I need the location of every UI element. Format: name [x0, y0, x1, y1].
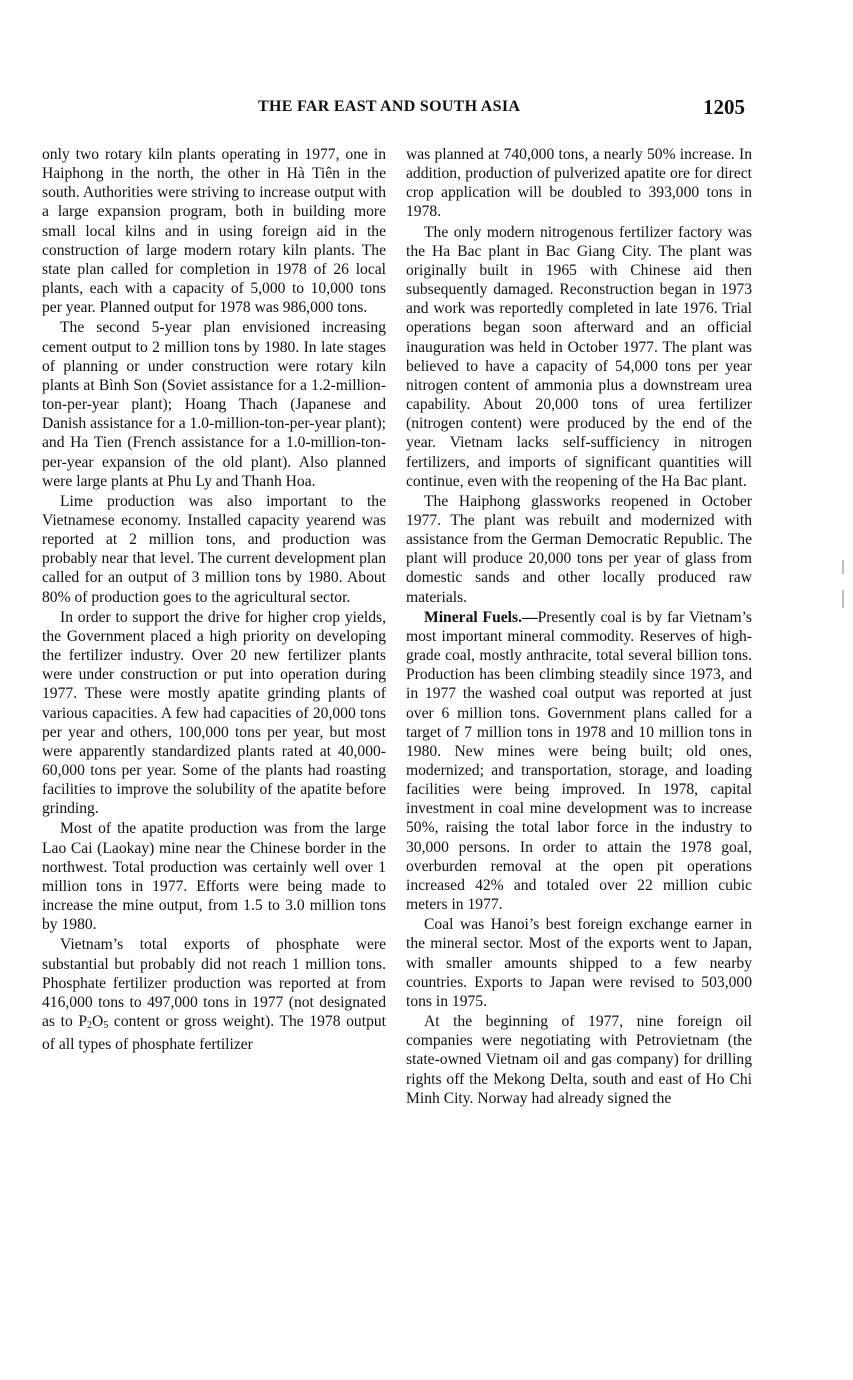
running-head: THE FAR EAST AND SOUTH ASIA — [258, 98, 521, 115]
phosphate-text-end: content or gross weight). The 1978 output of all types of phosphate fertilizer — [42, 1013, 386, 1054]
paragraph-phosphate-output: was planned at 740,000 tons, a nearly 50% increase. In addition, production of pulverized apatite ore for direct crop application will be doubled to 393,000 tons in 1978. — [406, 146, 752, 221]
paragraph-coal-exports: Coal was Hanoi’s best foreign exchange earner in the mineral sector. Most of the exports went to Japan, with smaller amounts shipped to a few nearby countries. Exports to Japan were revised to 503,000 tons in 1975. — [406, 916, 752, 1010]
scan-margin-mark — [842, 560, 844, 574]
page-number: 1205 — [703, 95, 745, 119]
paragraph-glassworks: The Haiphong glassworks reopened in October 1977. The plant was rebuilt and modernized with assistance from the German Democratic Republic. The plant will produce 20,000 tons per year of glass from domestic sands and other locally produced raw materials. — [406, 492, 752, 606]
chemical-formula: $P_2O_5$ — [78, 1013, 109, 1032]
left-column — [42, 145, 386, 1054]
paragraph-mineral-fuels — [406, 608, 752, 915]
section-heading-mineral-fuels: Mineral Fuels.— — [424, 608, 538, 626]
paragraph-fertilizer: In order to support the drive for higher crop yields, the Government placed a high priority on developing the fertilizer industry. Over 20 new fertilizer plants were under construction or put into operation during 1977. These were mostly apatite grinding plants of various capacities. A few had capacities of 20,000 tons per year and others, 100,000 tons per year, but most were apparently standardized plants rated at 40,000-60,000 tons per year. Some of the plants had roasting facilities to improve the solubility of the apatite before grinding. — [42, 608, 386, 818]
paragraph-phosphate-exports — [42, 935, 386, 1054]
scan-margin-mark — [842, 590, 844, 608]
right-column — [406, 145, 752, 1108]
paragraph-lime: Lime production was also important to the Vietnamese economy. Installed capacity yearend was reported at 2 million tons, and production was probably near that level. The current development plan called for an output of 3 million tons by 1980. About 80% of production goes to the agricultural sector. — [42, 492, 386, 606]
paragraph-oil-companies: At the beginning of 1977, nine foreign oil companies were negotiating with Petrovietnam (the state-owned Vietnam oil and gas company) for drilling rights off the Mekong Delta, south and east of Ho Chi Minh City. Norway had already signed the — [406, 1013, 752, 1107]
mineral-fuels-body: Presently coal is by far Vietnam’s most important mineral commodity. Reserves of high-grade coal, mostly anthracite, total several billion tons. Production has been climbing steadily since 1973, and in 1977 the washed coal output was reported at just over 6 million tons. Government plans called for a target of 7 million tons in 1978 and 10 million tons in 1980. New mines were being built; old ones, modernized; and transportation, storage, and loading facilities were being improved. In 1978, capital investment in coal mine development was to increase 50%, raising the total labor force in the industry to 30,000 persons. In order to attain the 1978 goal, overburden removal at the open pit operations increased 42% and totaled over 22 million cubic meters in 1977. — [406, 608, 752, 914]
paragraph-cement-kilns: only two rotary kiln plants operating in 1977, one in Haiphong in the north, the other in Hà Tiên in the south. Authorities were striving to increase output with a large expansion program, both in building more small local kilns and in using foreign aid in the construction of large modern rotary kiln plants. The state plan called for completion in 1978 of 26 local plants, each with a capacity of 5,000 to 10,000 tons per year. Planned output for 1978 was 986,000 tons. — [42, 146, 386, 317]
paragraph-cement-plan: The second 5-year plan envisioned increasing cement output to 2 million tons by 1980. In late stages of planning or under construction were rotary kiln plants at Bình Son (Soviet assistance for a 1.2-million-ton-per-year plant); Hoang Thach (Japanese and Danish assistance for a 1.0-million-ton-per-year plant); and Ha Tien (French assistance for a 1.0-million-ton-per-year expansion of the old plant). Also planned were large plants at Phu Ly and Thanh Hoa. — [42, 319, 386, 490]
paragraph-nitrogen-plant: The only modern nitrogenous fertilizer factory was the Ha Bac plant in Bac Giang City. The plant was originally built in 1965 with Chinese aid then subsequently damaged. Reconstruction began in 1973 and work was reportedly completed in late 1976. Trial operations began soon afterward and an official inauguration was held in October 1977. The plant was believed to have a capacity of 54,000 tons per year nitrogen content of ammonia plus a downstream urea capability. About 20,000 tons of urea fertilizer (nitrogen content) were produced by the end of the year. Vietnam lacks self-sufficiency in nitrogen fertilizers, and imports of significant quantities will continue, even with the reopening of the Ha Bac plant. — [406, 223, 752, 490]
phosphate-text-start: Vietnam’s total exports of phosphate were substantial but probably did not reach 1 million tons. Phosphate fertilizer production was reported at from 416,000 tons to 497,000 tons in 1977 (not designated as to — [42, 936, 386, 1031]
paragraph-apatite: Most of the apatite production was from the large Lao Cai (Laokay) mine near the Chinese border in the northwest. Total production was certainly well over 1 million tons in 1977. Efforts were being made to increase the mine output, from 1.5 to 3.0 million tons by 1980. — [42, 820, 386, 934]
